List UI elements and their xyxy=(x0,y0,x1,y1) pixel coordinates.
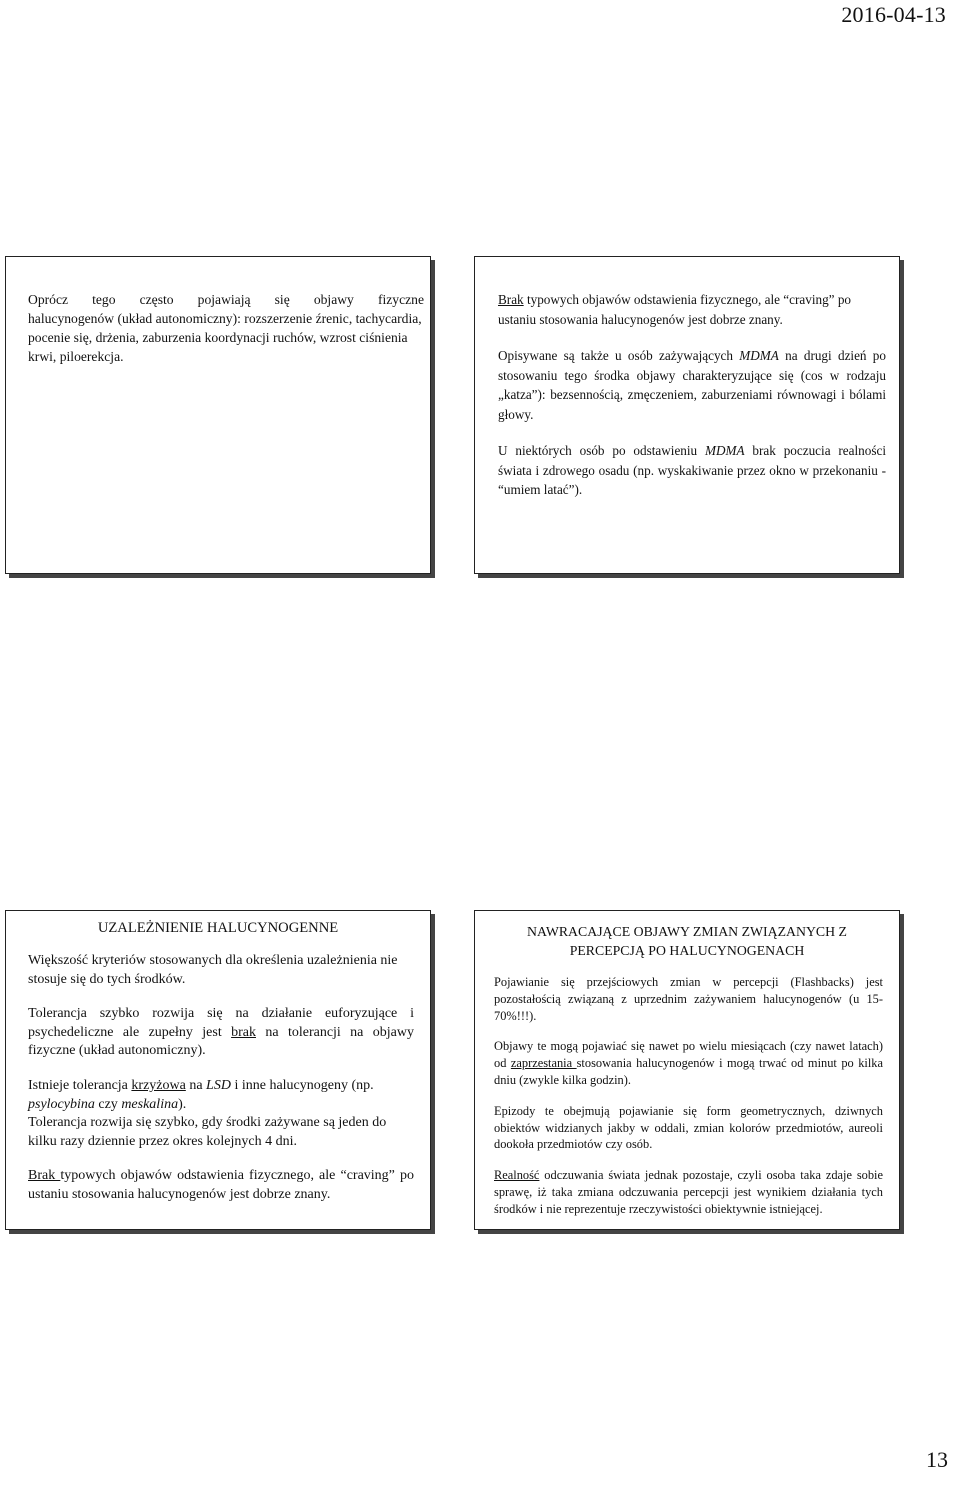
underlined-word: Brak xyxy=(28,1168,61,1184)
slide-2 xyxy=(474,256,900,574)
text: na tolerancji na objawy fizyczne (układ autonomiczny). xyxy=(28,1024,414,1059)
text: Istnieje tolerancja xyxy=(28,1077,132,1093)
slide-4-body xyxy=(494,974,883,1218)
text: typowych objawów odstawienia fizycznego, ale “craving” po ustaniu stosowania halucynogenów jest dobrze znany. xyxy=(498,292,852,327)
text: Opisywane są także u osób zażywających xyxy=(498,348,740,363)
underlined-word: brak xyxy=(231,1024,256,1040)
slide-3-paragraph-2 xyxy=(28,1005,414,1061)
slide-3-paragraph-1: Większość kryteriów stosowanych dla określenia uzależnienia nie stosuje się do tych środków. xyxy=(28,953,398,987)
drug-name: meskalina xyxy=(121,1096,179,1112)
slide-2-paragraph-2 xyxy=(498,346,886,424)
slide-4-paragraph-3: Epizody te obejmują pojawianie się form geometrycznych, dziwnych obiektów widzianych jakby w oddali, zmian kolorów przedmiotów, aureoli dookoła przedmiotów czy osób. xyxy=(494,1103,883,1152)
slide-1-text: halucynogenów (układ autonomiczny): rozszerzenie źrenic, tachycardia, pocenie się, drżenia, zaburzenia koordynacji ruchów, wzrost ciśnienia krwi, piloerekcja. xyxy=(28,311,422,364)
underlined-word: zaprzestania xyxy=(510,1056,577,1071)
slide-3-paragraph-5 xyxy=(28,1167,414,1204)
text: na xyxy=(185,1077,207,1093)
underlined-word: krzyżowa xyxy=(131,1077,186,1093)
slide-4-paragraph-1: Pojawianie się przejściowych zmian w percepcji (Flashbacks) jest pozostałością związaną z uprzednim zażywaniem halucynogenów (u 15-70%!!!). xyxy=(494,975,883,1023)
slide-2-paragraph-1 xyxy=(498,290,886,329)
text: odczuwania świata jednak pozostaje, czyli osoba taka zdaje sobie sprawę, iż taka zmiana odczuwania percepcji jest wynikiem działania tych środków i nie reprezentuje rzeczywistości obiektywnie istniejącej. xyxy=(494,1168,883,1216)
page-number: 13 xyxy=(926,1447,948,1472)
slide-1 xyxy=(5,256,431,574)
text: Objawy te mogą pojawiać się nawet po wielu miesiącach (czy nawet latach) od xyxy=(494,1039,883,1071)
underlined-word: Realność xyxy=(494,1168,540,1183)
text: ). xyxy=(178,1096,187,1112)
slide-4-paragraph-4 xyxy=(494,1167,883,1217)
slide-4-paragraph-2 xyxy=(494,1038,883,1088)
underlined-word: Brak xyxy=(498,292,524,307)
slide-3-paragraph-3 xyxy=(28,1077,414,1114)
slide-4 xyxy=(474,910,900,1230)
slide-3 xyxy=(5,910,431,1230)
drug-name: psylocybina xyxy=(28,1096,95,1112)
slide-2-paragraph-3 xyxy=(498,441,886,500)
text: U niektórych osób po odstawieniu xyxy=(498,443,705,458)
slide-1-body xyxy=(28,290,424,366)
slide-1-line-1: Oprócz tego często pojawiają się objawy fizyczne xyxy=(28,292,424,307)
text: stosowania halucynogenów i mogą trwać od minut po kilka dniu (zwykle kilka godzin). xyxy=(494,1056,883,1087)
text: typowych objawów odstawienia fizycznego, ale “craving” po ustaniu stosowania halucynogenów jest dobrze znany. xyxy=(28,1168,414,1202)
text: czy xyxy=(94,1096,122,1112)
slide-2-body xyxy=(498,290,886,500)
drug-name: MDMA xyxy=(739,348,779,363)
slide-3-paragraph-4: Tolerancja rozwija się szybko, gdy środki zażywane są jeden do kilku razy dziennie przez okres kolejnych 4 dni. xyxy=(28,1115,387,1149)
text: i inne halucynogeny (np. xyxy=(230,1077,374,1093)
text: brak poczucia realności świata i zdrowego osadu (np. wyskakiwanie przez okno w przekonaniu - “umiem latać”). xyxy=(498,443,887,497)
slide-3-title: UZALEŻNIENIE HALUCYNOGENNE xyxy=(97,920,339,936)
drug-name: MDMA xyxy=(705,443,745,458)
slide-3-body xyxy=(28,952,414,1205)
slide-4-title: NAWRACAJĄCE OBJAWY ZMIAN ZWIĄZANYCH Z PERCEPCJĄ PO HALUCYNOGENACH xyxy=(527,924,847,958)
drug-name: LSD xyxy=(206,1077,231,1093)
header-date: 2016-04-13 xyxy=(841,2,946,27)
text: na drugi dzień po stosowaniu tego środka objawy charakteryzujące się (cos w rodzaju „katza”): bezsennością, zmęczeniem, zaburzeniami równowagi i bólami głowy. xyxy=(498,348,886,422)
text: Tolerancja szybko rozwija się na działanie euforyzujące i psychedeliczne ale zupełny jest xyxy=(28,1006,414,1040)
